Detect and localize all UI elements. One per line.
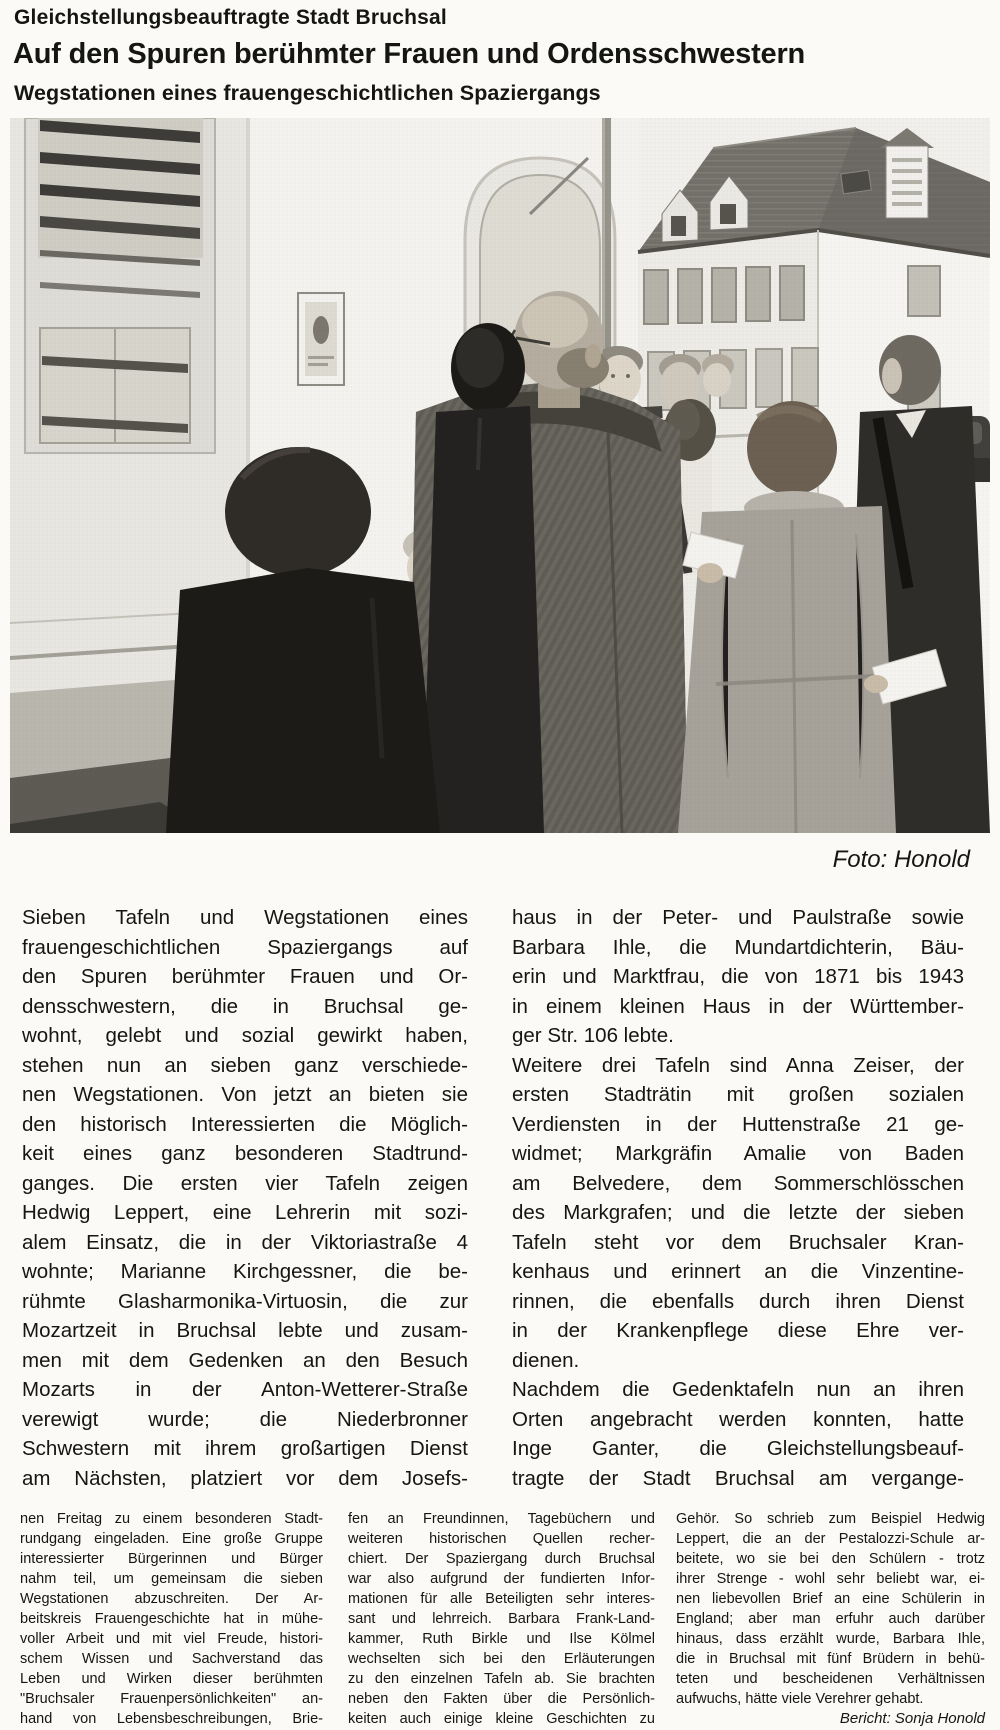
text-line: Gehör. So schrieb zum Beispiel Hedwig <box>676 1511 985 1527</box>
text-line: Mozarts in der Anton-Wetterer-Straße <box>22 1378 468 1401</box>
text-line: England; aber man erfuhr auch darüber <box>676 1611 985 1627</box>
text-line: men mit dem Gedenken an den Besuch <box>22 1348 468 1372</box>
halftone-overlay <box>10 118 990 833</box>
text-line: wechselten sich bei den Erläuterungen <box>348 1651 655 1667</box>
text-line: ger Str. 106 lebte. <box>512 1024 674 1047</box>
text-line: rundgang eingeladen. Eine große Gruppe <box>20 1531 323 1547</box>
text-line: rinnen, die ebenfalls durch ihren Dienst <box>512 1289 964 1313</box>
text-line: Leppert, die an der Pestalozzi-Schule ar- <box>676 1531 985 1547</box>
text-line: voller Arbeit und mit viel Freude, histori- <box>20 1631 323 1647</box>
report-credit: Bericht: Sonja Honold <box>839 1710 985 1727</box>
text-line: nen liebevollen Brief an eine Schülerin in <box>676 1591 985 1607</box>
text-line: am Belvedere, dem Sommerschlösschen <box>512 1171 964 1195</box>
street-scene-photo <box>10 118 990 833</box>
text-line: nahm teil, um gemeinsam die sieben <box>20 1571 323 1587</box>
text-line: interessierter Bürgerinnen und Bürger <box>20 1551 323 1567</box>
text-line: frauengeschichtlichen Spaziergangs auf <box>22 935 468 959</box>
text-line: in einem kleinen Haus in der Württember- <box>512 994 964 1018</box>
text-line: in der Krankenpflege diese Ehre ver- <box>512 1319 964 1342</box>
text-line: Leben und Wirken dieser berühmten <box>20 1671 323 1687</box>
text-line: ganges. Die ersten vier Tafeln zeigen <box>22 1171 468 1195</box>
text-line: tragte der Stadt Bruchsal am vergange- <box>512 1466 964 1490</box>
text-line: den historisch Interessierten die Möglich- <box>22 1112 468 1136</box>
text-line: verewigt wurde; die Niederbronner <box>22 1407 468 1431</box>
text-line: beitete, wo sie bei den Schülern - trotz <box>676 1551 985 1567</box>
text-line: kenhaus und erinnert an die Vinzentine- <box>512 1260 964 1283</box>
text-line: wohnte; Marianne Kirchgessner, die be- <box>22 1260 468 1283</box>
text-line: "Bruchsaler Frauenpersönlichkeiten" an- <box>20 1691 323 1707</box>
text-line: keiten auch einige kleine Geschichten zu <box>348 1711 655 1727</box>
text-line: Barbara Ihle, die Mundartdichterin, Bäu- <box>512 935 964 959</box>
text-line: zu den einzelnen Tafeln ab. Sie brachten <box>348 1671 655 1687</box>
text-line: haus in der Peter- und Paulstraße sowie <box>512 906 964 929</box>
text-line: aufwuchs, hätte viele Verehrer gehabt. <box>676 1691 924 1707</box>
article-subtitle: Wegstationen eines frauengeschichtlichen Spaziergangs <box>14 81 601 105</box>
text-line: Weitere drei Tafeln sind Anna Zeiser, der <box>512 1053 964 1077</box>
text-line: den Spuren berühmter Frauen und Or- <box>22 965 468 988</box>
text-line: fen an Freundinnen, Tagebüchern und <box>348 1511 655 1527</box>
text-line: dienen. <box>512 1348 580 1372</box>
text-line: stehen nun an sieben ganz verschiede- <box>22 1053 468 1077</box>
text-line: am Nächsten, platziert vor dem Josefs- <box>22 1466 468 1490</box>
text-line: kammer, Ruth Birkle und Ilse Kölmel <box>348 1631 655 1647</box>
footer-column-2 <box>348 1509 655 1729</box>
text-line: Verdiensten in der Huttenstraße 21 ge- <box>512 1112 964 1136</box>
article-photo <box>10 118 990 833</box>
text-line: rühmte Glasharmonika-Virtuosin, die zur <box>22 1289 468 1313</box>
text-line: ihrer Strenge - wohl sehr beliebt war, ei- <box>676 1571 985 1587</box>
text-line: hinaus, dass erzählt wurde, Barbara Ihle, <box>676 1631 985 1647</box>
article-column-left <box>22 903 468 1493</box>
article-kicker: Gleichstellungsbeauftragte Stadt Bruchsal <box>14 6 447 29</box>
text-line: keit eines ganz besonderen Stadtrund- <box>22 1142 468 1165</box>
text-line: Inge Ganter, die Gleichstellungsbeauf- <box>512 1437 964 1460</box>
text-line: Hedwig Leppert, eine Lehrerin mit sozi- <box>22 1201 468 1224</box>
text-line: mationen für alle Beteiligten sehr interes- <box>348 1591 655 1607</box>
text-line: Schwestern mit ihrem großartigen Dienst <box>22 1437 468 1460</box>
footer-column-3 <box>676 1509 985 1729</box>
text-line: nen Wegstationen. Von jetzt an bieten sie <box>22 1083 468 1106</box>
text-line: war also aufgrund der fundierten Infor- <box>348 1571 655 1587</box>
article-column-right <box>512 903 964 1493</box>
text-line: sant und lehrreich. Barbara Frank-Land- <box>348 1611 655 1627</box>
text-line: chiert. Der Spaziergang durch Bruchsal <box>348 1551 655 1567</box>
text-line: Nachdem die Gedenktafeln nun an ihren <box>512 1378 964 1401</box>
text-line: Tafeln steht vor dem Bruchsaler Kran- <box>512 1230 964 1254</box>
photo-credit: Foto: Honold <box>832 846 970 873</box>
footer-column-3-text <box>676 1509 985 1709</box>
text-line: wohnt, gelebt und sozial gewirkt haben, <box>22 1024 468 1047</box>
text-line: erin und Marktfrau, die von 1871 bis 1943 <box>512 965 964 988</box>
text-line: teten und bescheidenen Verhältnissen <box>676 1671 985 1687</box>
text-line: hand von Lebensbeschreibungen, Brie- <box>20 1711 323 1727</box>
article-title: Auf den Spuren berühmter Frauen und Ordensschwestern <box>13 38 806 70</box>
text-line: weiteren historischen Quellen recher- <box>348 1531 655 1547</box>
text-line: nen Freitag zu einem besonderen Stadt- <box>20 1511 323 1527</box>
text-line: Orten angebracht werden konnten, hatte <box>512 1407 964 1431</box>
text-line: Wegstationen abzuschreiten. Der Ar- <box>20 1591 323 1607</box>
text-line: Mozartzeit in Bruchsal lebte und zusam- <box>22 1319 468 1342</box>
text-line: Sieben Tafeln und Wegstationen eines <box>22 906 468 929</box>
text-line: schem Wissen und Sachverstand das <box>20 1651 323 1667</box>
text-line: alem Einsatz, die in der Viktoriastraße 4 <box>22 1230 468 1254</box>
text-line: widmet; Markgräfin Amalie von Baden <box>512 1142 964 1165</box>
text-line: beitskreis Frauengeschichte hat in mühe- <box>20 1611 323 1627</box>
text-line: des Markgrafen; und die letzte der sieben <box>512 1201 964 1224</box>
text-line: densschwestern, die in Bruchsal ge- <box>22 994 468 1018</box>
text-line: neben den Fakten über die Persönlich- <box>348 1691 655 1707</box>
footer-column-1 <box>20 1509 323 1729</box>
text-line: die in Bruchsal mit fünf Brüdern in behü- <box>676 1651 985 1667</box>
text-line: ersten Stadträtin mit großen sozialen <box>512 1083 964 1106</box>
